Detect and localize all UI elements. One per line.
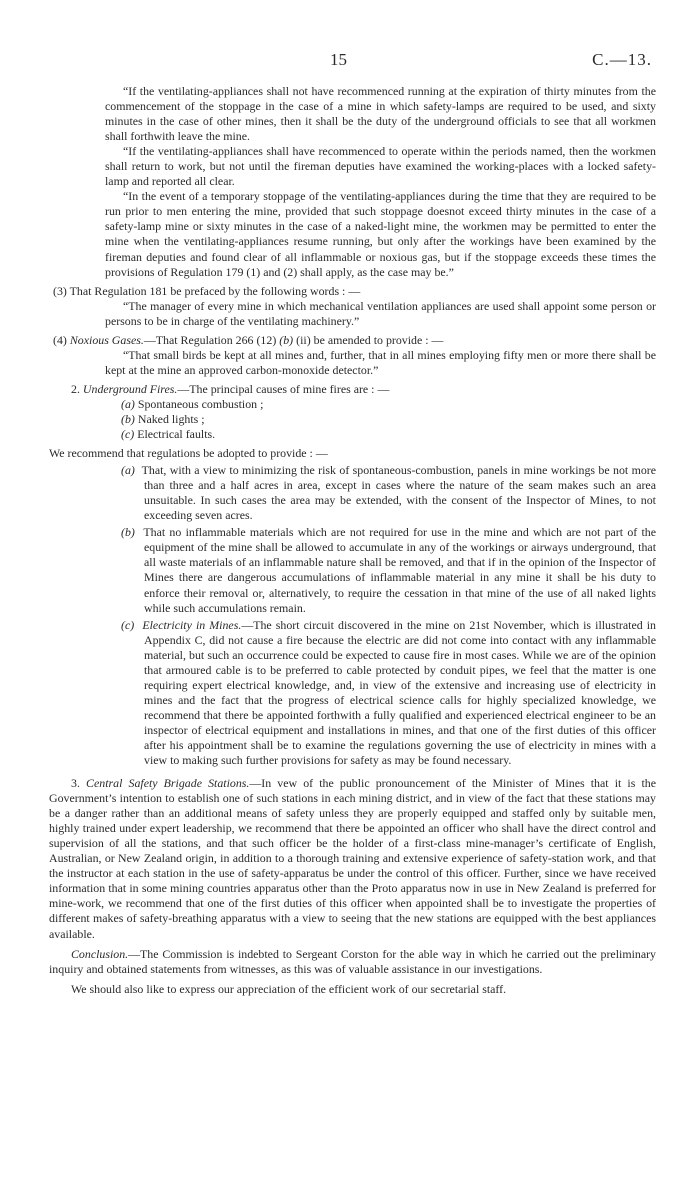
list-item-label: (a) — [121, 396, 135, 411]
item-4-lead-b: (ii) be amended to provide : — — [296, 332, 444, 347]
item-4-quote: “That small birds be kept at all mines and, further, that in all mines employing fifty men or more there shall be kept at the mine an approved carbon-monoxide detector.” — [105, 347, 656, 377]
conclusion-text: —The Commission is indebted to Sergeant Corston for the able way in which he carried out the preliminary inquiry and obtained statements from witnesses, as this was of valuable assistance in our investigations. — [49, 946, 656, 976]
recommend-item — [121, 617, 657, 768]
list-item — [121, 412, 656, 427]
list-item-text: Electrical faults. — [137, 427, 216, 442]
quote-paragraph: “If the ventilating-appliances shall have recommenced to operate within the periods named, then the workmen shall return to work, but not until the fireman deputies have examined the working-places with a locked safety-lamp and reported all clear. — [105, 144, 656, 189]
recommend-item-label: (a) — [121, 463, 135, 478]
page-number: 15 — [330, 50, 347, 69]
section-3-paragraph — [49, 776, 656, 942]
item-4-number: (4) — [53, 332, 67, 347]
recommend-item — [121, 525, 656, 615]
list-item — [121, 397, 656, 412]
section-2-lead-text: —The principal causes of mine fires are : — — [177, 381, 390, 396]
page-body — [49, 84, 656, 997]
item-4-lead-a: —That Regulation 266 (12) — [143, 332, 277, 347]
item-3-lead: (3) That Regulation 181 be prefaced by the following words : — — [53, 283, 361, 298]
recommend-item-text: That no inflammable materials which are not required for use in the mine and which are not part of the equipment of the mine shall be allowed to accumulate in any of the workings or airways underground, that all waste materials of an inflammable nature shall be removed, and that if in the opinion of the Inspector of Mines there are dangerous accumulations of inflammable material in any mine it shall be his duty to enforce their removal or, alternatively, to require the cessation in that mine of the use of all naked lights while such accumulations remain. — [143, 525, 656, 615]
quote-paragraph: “In the event of a temporary stoppage of the ventilating-appliances during the time that they are required to be run prior to men entering the mine, provided that such stoppage doesnot exceed thirty minutes in the case of a safety-lamp mine or sixty minutes in the case of a naked-light mine, the workmen may be permitted to enter the mine when the ventilating-appliances resume running, but only after the workings have been examined by the fireman deputies and found clear of all inflammable or noxious gas, but if the stoppage exceeds these times the provisions of Regulation 179 (1) and (2) shall apply, as the case may be.” — [105, 189, 656, 279]
list-item-label: (c) — [121, 427, 135, 442]
recommend-item-label: (b) — [121, 525, 135, 540]
page-header — [0, 50, 700, 72]
section-2-number: 2. — [71, 381, 80, 396]
recommend-lead: We recommend that regulations be adopted to provide : — — [49, 446, 328, 461]
conclusion-heading: Conclusion. — [71, 946, 129, 961]
list-item-label: (b) — [121, 411, 135, 426]
section-3-text: —In vew of the public pronouncement of the Minister of Mines that it is the Government’s intention to establish one of such stations in each mining district, and in view of the fact that these stations may be a danger rather than an additional means of safety unless they are properly equipped and staffed only by suitable men, highly trained under expert leadership, we recommend that there be appointed an officer who shall have the direct control and supervision of all the stations, and that such officer be the holder of a first-class mine-manager’s certificate of English, Australian, or New Zealand origin, in addition to a thorough training and extensive experience of safety-station work, and that the instructor at each station in the use of safety-apparatus be under the control of this officer. Further, since we have received information that in some mining countries apparatus other than the Proto apparatus now in use in New Zealand is preferred for mine-work, we recommend that one of the first duties of this officer when appointed shall be to investigate the properties of different makes of safety-breathing apparatus with a view to seeing that the new stations are equipped with the best appliances available. — [49, 776, 656, 941]
item-4-heading: Noxious Gases. — [69, 332, 144, 347]
section-2-lead — [49, 382, 656, 397]
quote-paragraph: “If the ventilating-appliances shall not have recommenced running at the expiration of thirty minutes from the commencement of the stoppage in the case of a mine in which safety-lamps are required to be used, and sixty minutes in the case of other mines, then it shall be the duty of the underground officials to see that all workmen shall forthwith leave the mine. — [105, 84, 656, 144]
document-reference: C.—13. — [592, 50, 652, 69]
list-item-text: Naked lights ; — [137, 411, 205, 426]
list-item — [121, 427, 656, 442]
recommend-item-text: —The short circuit discovered in the mine on 21st November, which is illustrated in Appendix C, did not cause a fire because the electric are did not come into contact with any inflammable material, but such an occurrence could be expected to cause fire in most cases. While we are of the opinion that armoured cable is to be preferred to cable protected by conduit pipes, we feel that the matter is one requiring expert electrical knowledge, and, in view of the extensive and increasing use of electricity in mines and the fact that the progress of electrical science calls for highly specialized knowledge, we recommend that there be appointed forthwith a fully qualified and experienced electrical engineer to be an inspector of electrical equipment and installations in mines, and that one of the first duties of this officer after his appointment shall be to examine the regulations governing the use of electricity in mines with a view to making such further provisions for safety as may be found necessary. — [144, 617, 657, 768]
recommend-item — [121, 463, 656, 523]
item-4-lead — [53, 333, 656, 348]
item-4-b: (b) — [279, 332, 294, 347]
section-3-number: 3. — [71, 776, 80, 791]
section-2-heading: Underground Fires. — [82, 381, 178, 396]
fire-causes-list — [121, 397, 656, 442]
conclusion-paragraph — [49, 947, 656, 977]
recommend-item-label: (c) — [121, 617, 135, 632]
item-3-quote: “The manager of every mine in which mechanical ventilation appliances are used shall appoint some person or persons to be in charge of the ventilating machinery.” — [105, 298, 656, 328]
section-3-heading: Central Safety Brigade Stations. — [86, 776, 250, 791]
closing-paragraph: We should also like to express our appreciation of the efficient work of our secretarial staff. — [71, 981, 507, 996]
recommend-item-heading: Electricity in Mines. — [142, 617, 242, 632]
list-item-text: Spontaneous combustion ; — [137, 396, 264, 411]
recommend-item-text: That, with a view to minimizing the risk of spontaneous-combustion, panels in mine workings be not more than three and a half acres in area, except in cases where the nature of the seam makes such an area unsuitable. In such cases the area may be extended, with the consent of the Inspector of Mines, to not exceeding seven acres. — [141, 463, 656, 523]
